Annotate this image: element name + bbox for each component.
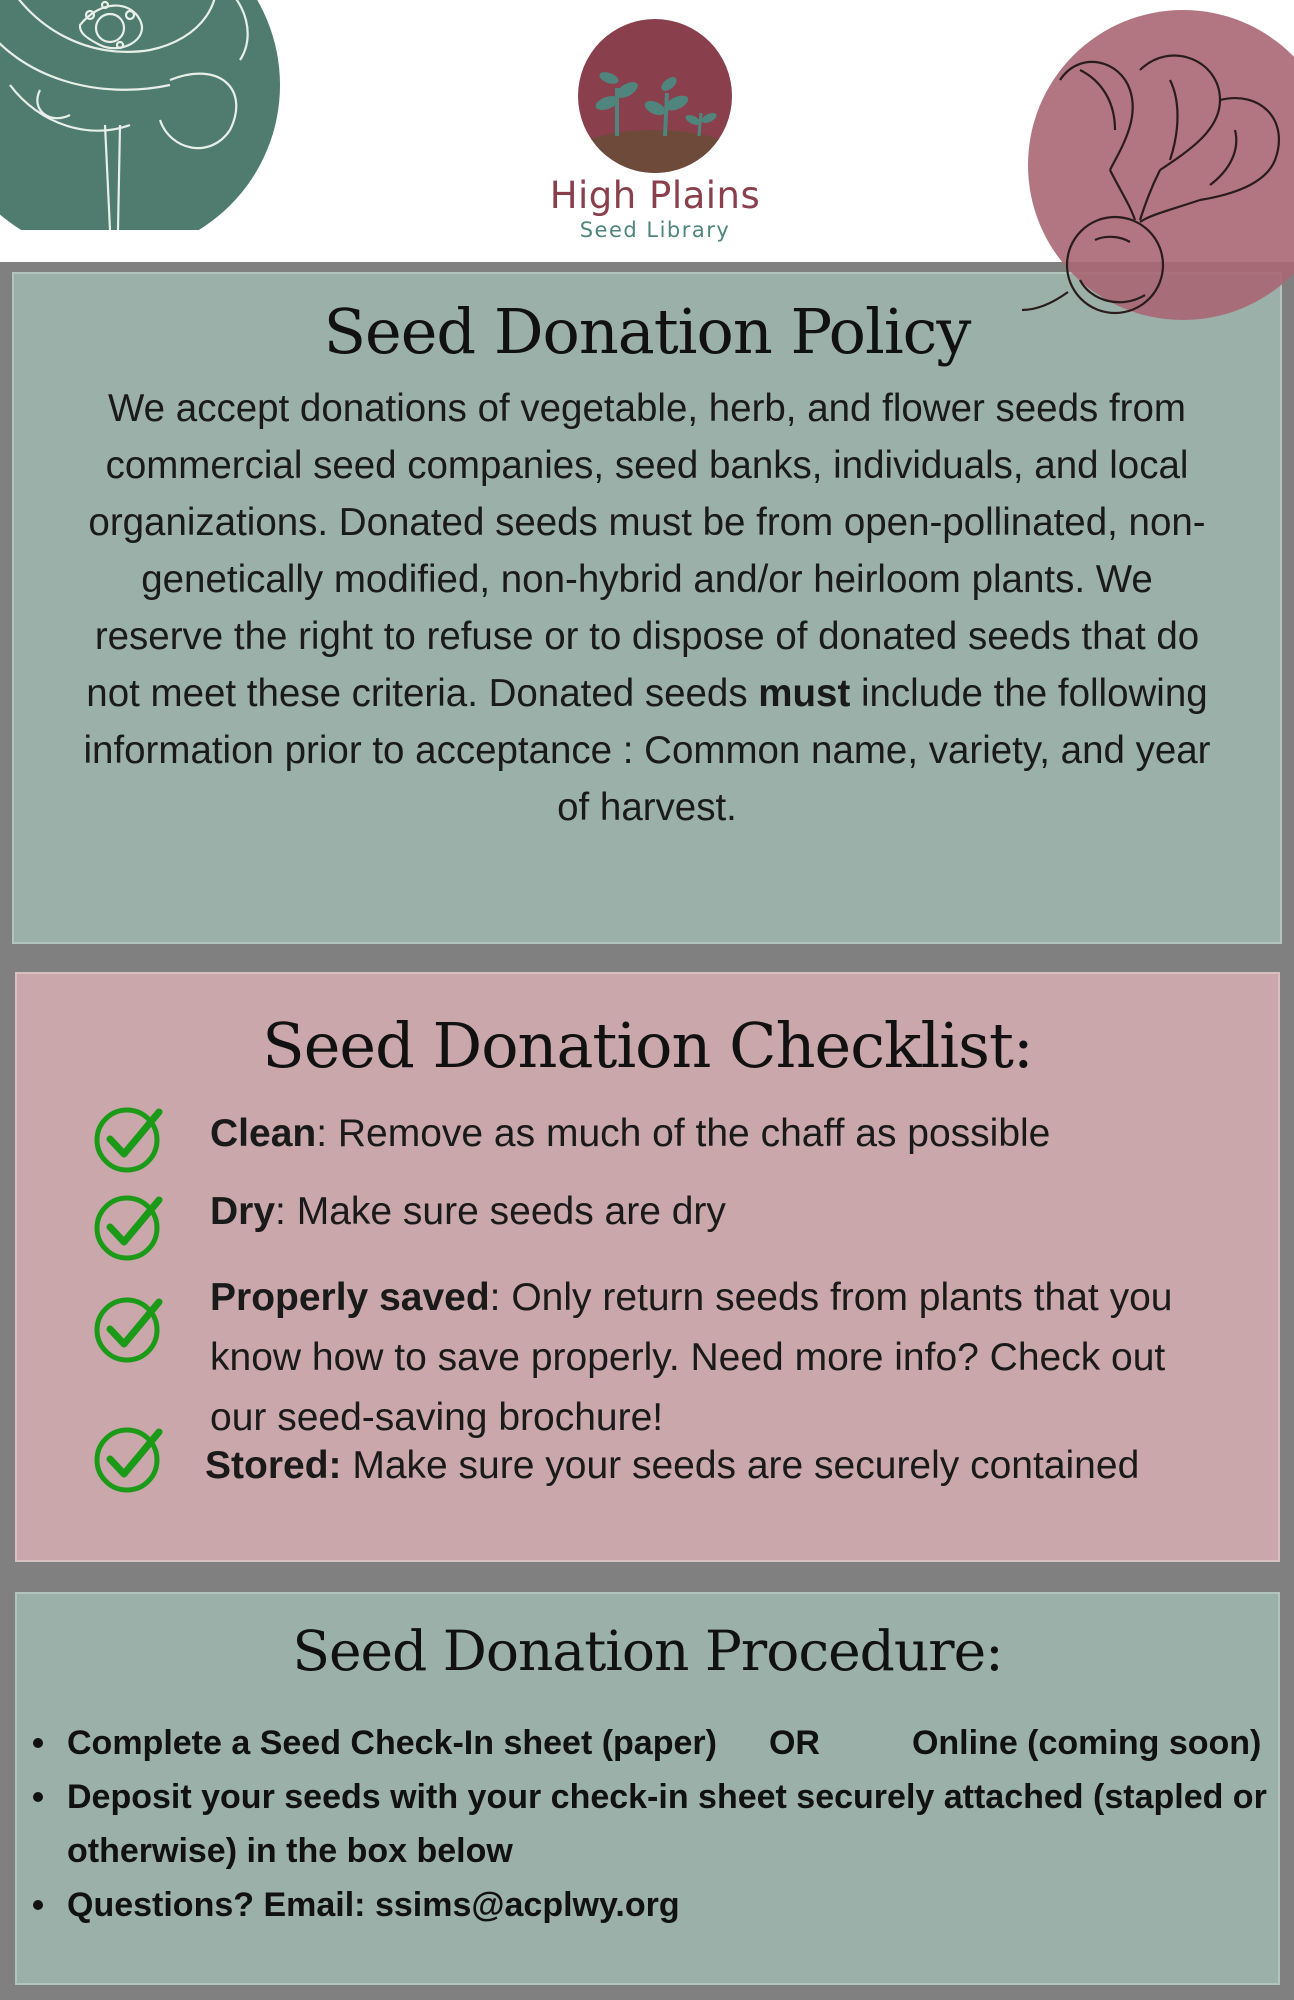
procedure-item-checkin: [17, 1716, 1278, 1770]
check-circle-icon: [93, 1292, 165, 1364]
checklist-item-sep: :: [275, 1190, 297, 1233]
checklist-item-text: [210, 1268, 1210, 1448]
checklist-panel: [15, 972, 1280, 1562]
flower-illustration-icon: [0, 0, 285, 230]
checklist-item-sep: :: [489, 1276, 512, 1319]
beet-illustration-icon: [1020, 10, 1294, 340]
checklist-item-term: Stored:: [205, 1444, 342, 1487]
procedure-or: OR: [768, 1724, 820, 1762]
checklist-title: Seed Donation Checklist:: [262, 1009, 1033, 1082]
checklist-item-desc: Only return seeds from plants that you know how to save properly. Need more info? Check out our seed-saving brochure!: [210, 1276, 1173, 1439]
checklist-item-sep: :: [316, 1112, 338, 1155]
procedure-paper-option: Complete a Seed Check-In sheet (paper): [67, 1724, 717, 1762]
policy-text: [74, 380, 1220, 836]
procedure-item-questions: Questions? Email: ssims@acplwy.org: [17, 1878, 1278, 1932]
seedling-logo-icon: [577, 18, 733, 174]
policy-text-before: We accept donations of vegetable, herb, and flower seeds from commercial seed companies, seed banks, individuals, and local organizations. Donated seeds must be from open-pollinated, non-genetically modified, non-hybrid and/or heirloom plants. We reserve the right to refuse or to dispose of donated seeds that do not meet these criteria. Donated seeds: [86, 387, 1206, 715]
procedure-panel: [15, 1592, 1280, 1985]
check-circle-icon: [93, 1422, 165, 1494]
procedure-list: [17, 1716, 1278, 1932]
policy-text-after: include the following information prior to acceptance : Common name, variety, and year of harvest.: [83, 672, 1211, 829]
logo-title: High Plains: [549, 174, 761, 217]
checklist-item-term: Dry: [210, 1190, 276, 1233]
checklist-item-desc: Make sure your seeds are securely contained: [352, 1444, 1140, 1487]
procedure-title: Seed Donation Procedure:: [292, 1619, 1003, 1683]
procedure-online-option: Online (coming soon): [911, 1724, 1262, 1762]
logo: [515, 18, 795, 242]
check-circle-icon: [93, 1102, 165, 1174]
checklist-item-desc: Make sure seeds are dry: [296, 1190, 726, 1233]
checklist-item-desc: Remove as much of the chaff as possible: [337, 1112, 1051, 1155]
checklist-item-text: [210, 1182, 1210, 1242]
checklist-item-text: [210, 1104, 1210, 1164]
policy-text-bold: must: [758, 672, 851, 715]
logo-subtitle: Seed Library: [579, 218, 731, 242]
procedure-item-deposit: Deposit your seeds with your check-in sheet securely attached (stapled or otherwise) in the box below: [17, 1770, 1278, 1878]
policy-title: Seed Donation Policy: [323, 295, 971, 368]
checklist-item-term: Properly saved: [210, 1276, 490, 1319]
check-circle-icon: [93, 1190, 165, 1262]
checklist-item-term: Clean: [210, 1112, 317, 1155]
policy-panel: [12, 272, 1282, 944]
checklist-item-sep: [342, 1444, 353, 1487]
checklist-item-text: [205, 1436, 1265, 1496]
